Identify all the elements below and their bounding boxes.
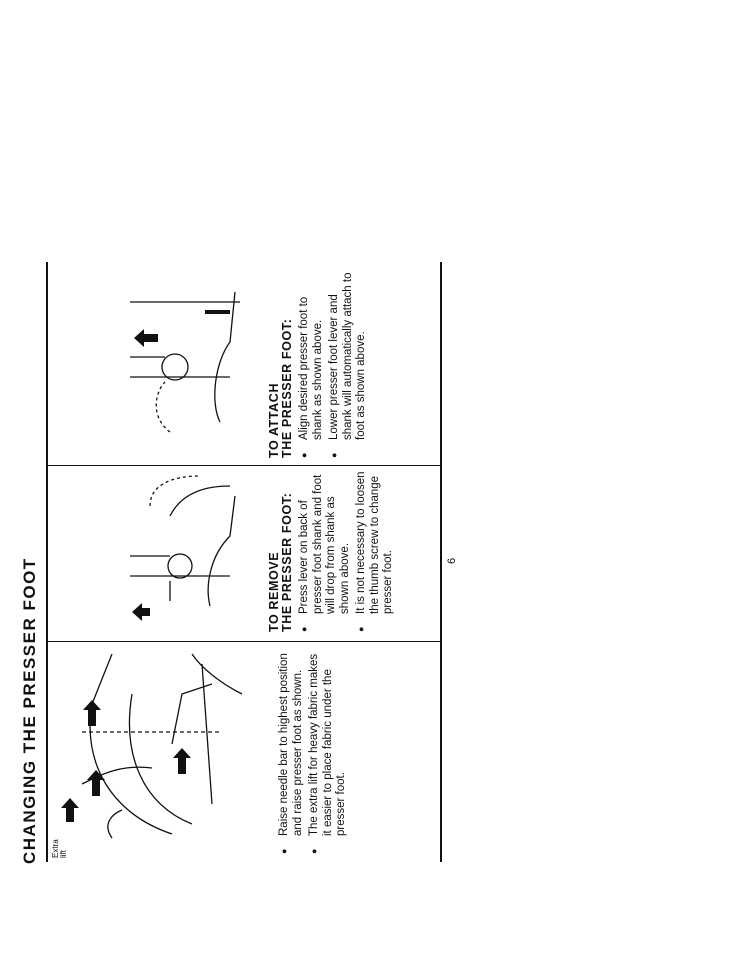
- list-item: ● The extra lift for heavy fabric makes it easier to place fabric under the presser foot.: [308, 649, 349, 854]
- list-item: ● Lower presser foot lever and shank will automatically attach to foot as shown above.: [328, 268, 369, 458]
- list-item: ● Raise needle bar to highest position and raise presser foot as shown.: [278, 649, 305, 854]
- divider-1: [48, 641, 440, 642]
- attach-foot-illustration: [110, 272, 280, 462]
- list-item: ● It is not necessary to loosen the thumb screw to change presser foot.: [355, 470, 396, 632]
- page-number: 6: [446, 557, 458, 564]
- bottom-rule: [440, 262, 442, 862]
- remove-foot-illustration: [110, 471, 280, 636]
- attach-heading: TO ATTACH THE PRESSER FOOT:: [267, 318, 294, 458]
- top-rule: [46, 262, 48, 862]
- page-title: CHANGING THE PRESSER FOOT: [20, 557, 39, 864]
- list-item: ● Align desired presser foot to shank as shown above.: [298, 268, 325, 458]
- remove-heading: TO REMOVE THE PRESSER FOOT:: [267, 492, 294, 632]
- raise-foot-illustration: [52, 644, 262, 844]
- remove-bullets: [298, 470, 399, 632]
- divider-2: [48, 465, 440, 466]
- list-item: ● Press lever on back of presser foot shank and foot will drop from shank as shown above.: [298, 470, 352, 632]
- raise-bullets: [278, 649, 352, 854]
- extra-lift-label: Extra lift: [51, 839, 68, 858]
- attach-bullets: [298, 268, 372, 458]
